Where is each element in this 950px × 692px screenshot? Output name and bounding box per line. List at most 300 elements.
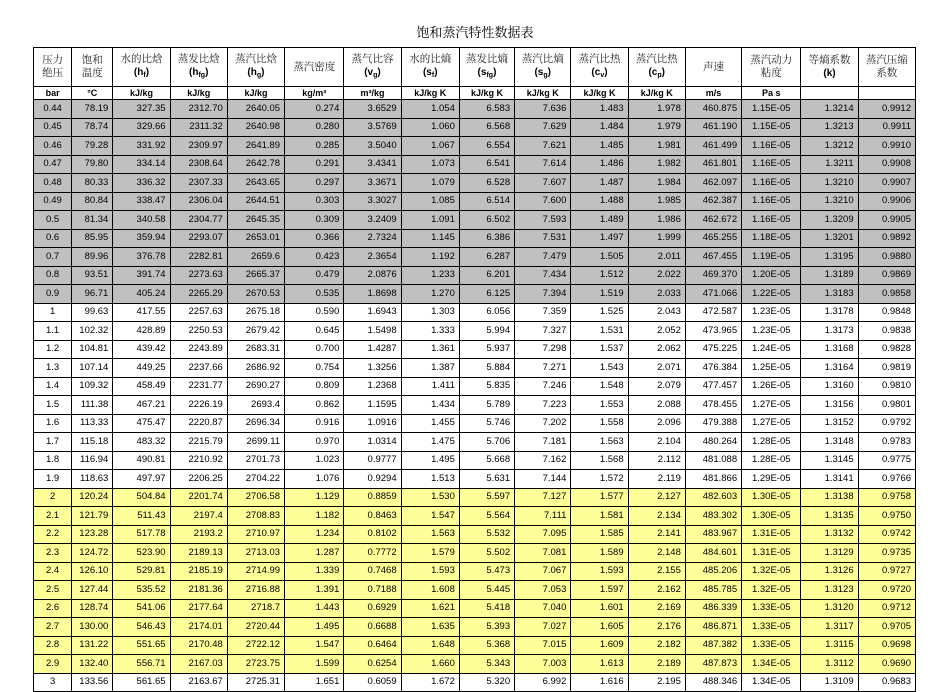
table-cell: 1.4 bbox=[34, 377, 72, 396]
table-cell: 329.66 bbox=[113, 118, 170, 137]
table-cell: 484.601 bbox=[685, 544, 741, 563]
table-cell: 0.916 bbox=[285, 414, 344, 433]
table-cell: 2210.92 bbox=[170, 451, 227, 470]
column-header-label: 蒸发比焓 bbox=[177, 52, 220, 65]
table-cell: 2306.04 bbox=[170, 192, 227, 211]
table-cell: 5.835 bbox=[459, 377, 514, 396]
table-cell: 124.72 bbox=[72, 544, 113, 563]
column-header bbox=[401, 48, 459, 87]
table-cell: 1.27E-05 bbox=[742, 414, 801, 433]
table-cell: 1.3209 bbox=[801, 211, 858, 230]
table-cell: 2675.18 bbox=[227, 303, 284, 322]
table-cell: 1.1595 bbox=[344, 396, 401, 415]
table-cell: 111.38 bbox=[72, 396, 113, 415]
table-cell: 0.535 bbox=[285, 285, 344, 304]
table-cell: 1.495 bbox=[285, 618, 344, 637]
table-cell: 2.3 bbox=[34, 544, 72, 563]
table-cell: 1.234 bbox=[285, 525, 344, 544]
table-row bbox=[34, 285, 916, 304]
table-cell: 1.182 bbox=[285, 507, 344, 526]
table-cell: 1.333 bbox=[401, 322, 459, 341]
table-cell: 1.18E-05 bbox=[742, 229, 801, 248]
column-header bbox=[72, 48, 113, 87]
table-cell: 2163.67 bbox=[170, 673, 227, 692]
table-cell: 1.3256 bbox=[344, 359, 401, 378]
table-cell: 1.15E-05 bbox=[742, 100, 801, 119]
table-cell: 2.062 bbox=[628, 340, 685, 359]
table-cell: 2307.33 bbox=[170, 174, 227, 193]
table-cell: 327.35 bbox=[113, 100, 170, 119]
table-cell: 1.519 bbox=[571, 285, 628, 304]
column-unit: kg/m³ bbox=[285, 87, 344, 100]
table-cell: 80.33 bbox=[72, 174, 113, 193]
table-row bbox=[34, 303, 916, 322]
table-cell: 1.6 bbox=[34, 414, 72, 433]
column-unit: kJ/kg K bbox=[571, 87, 628, 100]
table-cell: 2.052 bbox=[628, 322, 685, 341]
table-cell: 7.067 bbox=[515, 562, 571, 581]
table-cell: 5.789 bbox=[459, 396, 514, 415]
table-cell: 485.785 bbox=[685, 581, 741, 600]
table-cell: 2206.25 bbox=[170, 470, 227, 489]
table-row bbox=[34, 155, 916, 174]
table-cell: 2720.44 bbox=[227, 618, 284, 637]
column-header bbox=[227, 48, 284, 87]
table-cell: 0.809 bbox=[285, 377, 344, 396]
table-cell: 133.56 bbox=[72, 673, 113, 692]
table-cell: 1.30E-05 bbox=[742, 507, 801, 526]
table-cell: 89.96 bbox=[72, 248, 113, 267]
column-symbol: $(c_v)$ bbox=[591, 66, 608, 79]
table-cell: 7.015 bbox=[515, 636, 571, 655]
table-cell: 2716.88 bbox=[227, 581, 284, 600]
table-cell: 6.201 bbox=[459, 266, 514, 285]
table-cell: 1.23E-05 bbox=[742, 322, 801, 341]
table-row bbox=[34, 396, 916, 415]
table-row bbox=[34, 118, 916, 137]
column-header bbox=[742, 48, 801, 87]
table-cell: 1.3152 bbox=[801, 414, 858, 433]
table-cell: 1.563 bbox=[571, 433, 628, 452]
column-header bbox=[685, 48, 741, 87]
table-cell: 0.9910 bbox=[858, 137, 915, 156]
table-cell: 2257.63 bbox=[170, 303, 227, 322]
table-cell: 1.2368 bbox=[344, 377, 401, 396]
table-row bbox=[34, 340, 916, 359]
table-cell: 2.7 bbox=[34, 618, 72, 637]
table-cell: 529.81 bbox=[113, 562, 170, 581]
column-header-label: 蒸气比容 bbox=[351, 52, 394, 65]
table-cell: 1.485 bbox=[571, 137, 628, 156]
table-cell: 1.0916 bbox=[344, 414, 401, 433]
table-cell: 0.309 bbox=[285, 211, 344, 230]
page-title: 饱和蒸汽特性数据表 bbox=[416, 26, 534, 41]
table-cell: 2243.89 bbox=[170, 340, 227, 359]
column-unit: kJ/kg K bbox=[515, 87, 571, 100]
table-row bbox=[34, 451, 916, 470]
table-cell: 7.202 bbox=[515, 414, 571, 433]
table-cell: 1.361 bbox=[401, 340, 459, 359]
table-cell: 1.387 bbox=[401, 359, 459, 378]
table-cell: 485.206 bbox=[685, 562, 741, 581]
table-cell: 340.58 bbox=[113, 211, 170, 230]
table-cell: 0.46 bbox=[34, 137, 72, 156]
table-cell: 338.47 bbox=[113, 192, 170, 211]
table-cell: 81.34 bbox=[72, 211, 113, 230]
table-cell: 1.32E-05 bbox=[742, 581, 801, 600]
table-cell: 121.79 bbox=[72, 507, 113, 526]
table-cell: 2293.07 bbox=[170, 229, 227, 248]
table-cell: 0.6464 bbox=[344, 636, 401, 655]
table-cell: 1.192 bbox=[401, 248, 459, 267]
table-cell: 556.71 bbox=[113, 655, 170, 674]
table-cell: 2.104 bbox=[628, 433, 685, 452]
table-cell: 127.44 bbox=[72, 581, 113, 600]
table-cell: 517.78 bbox=[113, 525, 170, 544]
table-cell: 132.40 bbox=[72, 655, 113, 674]
table-cell: 1.3214 bbox=[801, 100, 858, 119]
table-cell: 462.672 bbox=[685, 211, 741, 230]
table-cell: 7.181 bbox=[515, 433, 571, 452]
table-cell: 1.3189 bbox=[801, 266, 858, 285]
table-cell: 1.3117 bbox=[801, 618, 858, 637]
table-cell: 1.3211 bbox=[801, 155, 858, 174]
table-cell: 481.088 bbox=[685, 451, 741, 470]
table-cell: 79.80 bbox=[72, 155, 113, 174]
table-cell: 331.92 bbox=[113, 137, 170, 156]
table-cell: 1.455 bbox=[401, 414, 459, 433]
table-cell: 1.505 bbox=[571, 248, 628, 267]
table-cell: 0.47 bbox=[34, 155, 72, 174]
column-header-label: 系数 bbox=[876, 67, 898, 79]
table-cell: 2193.2 bbox=[170, 525, 227, 544]
column-symbol: $(s_f)$ bbox=[422, 66, 438, 79]
table-row bbox=[34, 507, 916, 526]
column-header-label: 水的比焓 bbox=[120, 52, 163, 65]
table-cell: 6.386 bbox=[459, 229, 514, 248]
table-cell: 1.985 bbox=[628, 192, 685, 211]
column-header-label: 水的比熵 bbox=[409, 52, 452, 65]
table-row bbox=[34, 562, 916, 581]
table-cell: 7.600 bbox=[515, 192, 571, 211]
table-cell: 479.388 bbox=[685, 414, 741, 433]
table-cell: 1.572 bbox=[571, 470, 628, 489]
table-cell: 1.287 bbox=[285, 544, 344, 563]
table-cell: 0.274 bbox=[285, 100, 344, 119]
column-header-label: 声速 bbox=[702, 60, 724, 73]
table-cell: 2304.77 bbox=[170, 211, 227, 230]
table-cell: 0.9858 bbox=[858, 285, 915, 304]
table-cell: 2231.77 bbox=[170, 377, 227, 396]
table-cell: 417.55 bbox=[113, 303, 170, 322]
table-row bbox=[34, 137, 916, 156]
table-cell: 1.16E-05 bbox=[742, 155, 801, 174]
table-row bbox=[34, 544, 916, 563]
table-cell: 2.7324 bbox=[344, 229, 401, 248]
table-cell: 7.081 bbox=[515, 544, 571, 563]
table-cell: 1.16E-05 bbox=[742, 211, 801, 230]
table-cell: 1.475 bbox=[401, 433, 459, 452]
column-unit: bar bbox=[34, 87, 72, 100]
column-header-label: 蒸汽动力 bbox=[750, 54, 793, 66]
table-cell: 6.541 bbox=[459, 155, 514, 174]
table-cell: 0.9683 bbox=[858, 673, 915, 692]
table-cell: 0.9912 bbox=[858, 100, 915, 119]
table-cell: 2.148 bbox=[628, 544, 685, 563]
table-row bbox=[34, 266, 916, 285]
column-unit: kJ/kg bbox=[170, 87, 227, 100]
table-cell: 1.3138 bbox=[801, 488, 858, 507]
table-cell: 2220.87 bbox=[170, 414, 227, 433]
table-cell: 376.78 bbox=[113, 248, 170, 267]
table-cell: 79.28 bbox=[72, 137, 113, 156]
table-cell: 3.3027 bbox=[344, 192, 401, 211]
table-cell: 1.29E-05 bbox=[742, 470, 801, 489]
table-cell: 5.368 bbox=[459, 636, 514, 655]
table-cell: 334.14 bbox=[113, 155, 170, 174]
table-cell: 7.111 bbox=[515, 507, 571, 526]
column-unit: kJ/kg bbox=[113, 87, 170, 100]
table-cell: 1.129 bbox=[285, 488, 344, 507]
table-cell: 1.28E-05 bbox=[742, 451, 801, 470]
table-row bbox=[34, 229, 916, 248]
table-cell: 93.51 bbox=[72, 266, 113, 285]
table-cell: 1.982 bbox=[628, 155, 685, 174]
table-cell: 2.088 bbox=[628, 396, 685, 415]
table-cell: 2250.53 bbox=[170, 322, 227, 341]
table-row bbox=[34, 174, 916, 193]
table-cell: 7.003 bbox=[515, 655, 571, 674]
table-cell: 405.24 bbox=[113, 285, 170, 304]
table-cell: 2.134 bbox=[628, 507, 685, 526]
table-cell: 483.32 bbox=[113, 433, 170, 452]
table-cell: 1.547 bbox=[285, 636, 344, 655]
table-cell: 1.495 bbox=[401, 451, 459, 470]
table-cell: 2670.53 bbox=[227, 285, 284, 304]
table-cell: 6.287 bbox=[459, 248, 514, 267]
table-cell: 126.10 bbox=[72, 562, 113, 581]
table-cell: 0.7188 bbox=[344, 581, 401, 600]
table-cell: 2.4 bbox=[34, 562, 72, 581]
table-cell: 2713.03 bbox=[227, 544, 284, 563]
table-cell: 0.479 bbox=[285, 266, 344, 285]
table-row bbox=[34, 525, 916, 544]
table-cell: 1.31E-05 bbox=[742, 525, 801, 544]
table-row bbox=[34, 655, 916, 674]
table-row bbox=[34, 359, 916, 378]
table-cell: 1.091 bbox=[401, 211, 459, 230]
table-cell: 0.6929 bbox=[344, 599, 401, 618]
column-symbol-subscript: f bbox=[431, 71, 435, 79]
table-cell: 7.434 bbox=[515, 266, 571, 285]
column-unit: kJ/kg K bbox=[401, 87, 459, 100]
table-cell: 1.0314 bbox=[344, 433, 401, 452]
column-unit: m³/kg bbox=[344, 87, 401, 100]
column-header-label: 蒸汽比热 bbox=[578, 52, 621, 65]
table-cell: 1.3135 bbox=[801, 507, 858, 526]
table-cell: 0.9869 bbox=[858, 266, 915, 285]
table-cell: 80.84 bbox=[72, 192, 113, 211]
table-cell: 0.9828 bbox=[858, 340, 915, 359]
table-cell: 2723.75 bbox=[227, 655, 284, 674]
table-cell: 2708.83 bbox=[227, 507, 284, 526]
table-row bbox=[34, 248, 916, 267]
table-cell: 1.8 bbox=[34, 451, 72, 470]
table-cell: 428.89 bbox=[113, 322, 170, 341]
table-cell: 0.9750 bbox=[858, 507, 915, 526]
table-cell: 1.391 bbox=[285, 581, 344, 600]
table-cell: 2273.63 bbox=[170, 266, 227, 285]
table-cell: 5.502 bbox=[459, 544, 514, 563]
table-cell: 551.65 bbox=[113, 636, 170, 655]
column-symbol-subscript: fg bbox=[486, 71, 494, 79]
table-row bbox=[34, 377, 916, 396]
table-cell: 1.3156 bbox=[801, 396, 858, 415]
table-cell: 2311.32 bbox=[170, 118, 227, 137]
column-symbol: (k) bbox=[823, 68, 836, 79]
table-cell: 2.1 bbox=[34, 507, 72, 526]
table-cell: 1.411 bbox=[401, 377, 459, 396]
table-cell: 1.486 bbox=[571, 155, 628, 174]
table-row bbox=[34, 488, 916, 507]
table-cell: 1.2 bbox=[34, 340, 72, 359]
table-cell: 0.9880 bbox=[858, 248, 915, 267]
table-cell: 1.599 bbox=[285, 655, 344, 674]
table-cell: 1.3195 bbox=[801, 248, 858, 267]
table-cell: 1.648 bbox=[401, 636, 459, 655]
table-cell: 0.285 bbox=[285, 137, 344, 156]
table-cell: 2.155 bbox=[628, 562, 685, 581]
table-cell: 0.48 bbox=[34, 174, 72, 193]
table-cell: 99.63 bbox=[72, 303, 113, 322]
table-cell: 1.672 bbox=[401, 673, 459, 692]
table-cell: 2679.42 bbox=[227, 322, 284, 341]
column-symbol-subscript: g bbox=[373, 71, 378, 79]
table-cell: 1.3120 bbox=[801, 599, 858, 618]
table-cell: 2725.31 bbox=[227, 673, 284, 692]
table-cell: 1.073 bbox=[401, 155, 459, 174]
table-cell: 0.9698 bbox=[858, 636, 915, 655]
column-header-label: 蒸汽压缩 bbox=[865, 54, 908, 66]
table-cell: 5.445 bbox=[459, 581, 514, 600]
table-cell: 109.32 bbox=[72, 377, 113, 396]
table-cell: 469.370 bbox=[685, 266, 741, 285]
table-cell: 1.3109 bbox=[801, 673, 858, 692]
table-cell: 2.182 bbox=[628, 636, 685, 655]
table-cell: 1.27E-05 bbox=[742, 396, 801, 415]
table-cell: 1.984 bbox=[628, 174, 685, 193]
table-cell: 2.096 bbox=[628, 414, 685, 433]
table-cell: 0.9838 bbox=[858, 322, 915, 341]
table-cell: 2167.03 bbox=[170, 655, 227, 674]
table-cell: 2226.19 bbox=[170, 396, 227, 415]
column-header-label: 压力 bbox=[42, 54, 64, 66]
column-header-label: 粘度 bbox=[760, 67, 782, 79]
table-cell: 462.387 bbox=[685, 192, 741, 211]
column-unit: m/s bbox=[685, 87, 741, 100]
table-cell: 0.9777 bbox=[344, 451, 401, 470]
table-cell: 3.6529 bbox=[344, 100, 401, 119]
table-cell: 0.8859 bbox=[344, 488, 401, 507]
table-cell: 1.060 bbox=[401, 118, 459, 137]
table-cell: 120.24 bbox=[72, 488, 113, 507]
table-cell: 2181.36 bbox=[170, 581, 227, 600]
table-cell: 1.563 bbox=[401, 525, 459, 544]
table-cell: 5.746 bbox=[459, 414, 514, 433]
table-cell: 461.801 bbox=[685, 155, 741, 174]
table-cell: 118.63 bbox=[72, 470, 113, 489]
column-symbol: $(h_{fg})$ bbox=[189, 66, 209, 79]
table-cell: 0.9705 bbox=[858, 618, 915, 637]
table-cell: 481.866 bbox=[685, 470, 741, 489]
table-cell: 1.986 bbox=[628, 211, 685, 230]
table-cell: 1.3148 bbox=[801, 433, 858, 452]
table-cell: 2170.48 bbox=[170, 636, 227, 655]
table-cell: 2653.01 bbox=[227, 229, 284, 248]
header-row bbox=[34, 48, 916, 87]
table-cell: 1.3213 bbox=[801, 118, 858, 137]
table-cell: 488.346 bbox=[685, 673, 741, 692]
table-cell: 2.162 bbox=[628, 581, 685, 600]
table-cell: 2.0876 bbox=[344, 266, 401, 285]
table-cell: 5.320 bbox=[459, 673, 514, 692]
table-cell: 0.9906 bbox=[858, 192, 915, 211]
column-header-label: 蒸汽比热 bbox=[635, 52, 678, 65]
table-cell: 2701.73 bbox=[227, 451, 284, 470]
table-row bbox=[34, 192, 916, 211]
table-cell: 2699.11 bbox=[227, 433, 284, 452]
table-cell: 2722.12 bbox=[227, 636, 284, 655]
table-cell: 0.9712 bbox=[858, 599, 915, 618]
table-cell: 1.601 bbox=[571, 599, 628, 618]
table-cell: 2706.58 bbox=[227, 488, 284, 507]
table-cell: 461.499 bbox=[685, 137, 741, 156]
table-cell: 1.483 bbox=[571, 100, 628, 119]
table-cell: 0.7 bbox=[34, 248, 72, 267]
table-cell: 1.3201 bbox=[801, 229, 858, 248]
table-cell: 561.65 bbox=[113, 673, 170, 692]
table-cell: 7.095 bbox=[515, 525, 571, 544]
table-cell: 1.593 bbox=[571, 562, 628, 581]
table-row bbox=[34, 211, 916, 230]
table-cell: 1.3160 bbox=[801, 377, 858, 396]
table-cell: 0.9848 bbox=[858, 303, 915, 322]
table-row bbox=[34, 673, 916, 692]
table-cell: 1.3112 bbox=[801, 655, 858, 674]
table-cell: 478.455 bbox=[685, 396, 741, 415]
table-cell: 107.14 bbox=[72, 359, 113, 378]
table-cell: 6.992 bbox=[515, 673, 571, 692]
table-cell: 6.528 bbox=[459, 174, 514, 193]
table-cell: 5.393 bbox=[459, 618, 514, 637]
column-header bbox=[344, 48, 401, 87]
table-cell: 1.16E-05 bbox=[742, 174, 801, 193]
table-cell: 2.071 bbox=[628, 359, 685, 378]
table-cell: 2.022 bbox=[628, 266, 685, 285]
table-cell: 0.9758 bbox=[858, 488, 915, 507]
table-cell: 1.5 bbox=[34, 396, 72, 415]
table-cell: 2704.22 bbox=[227, 470, 284, 489]
table-cell: 1.32E-05 bbox=[742, 562, 801, 581]
table-cell: 7.614 bbox=[515, 155, 571, 174]
table-cell: 497.97 bbox=[113, 470, 170, 489]
table-cell: 1.609 bbox=[571, 636, 628, 655]
table-cell: 465.255 bbox=[685, 229, 741, 248]
table-cell: 3.3671 bbox=[344, 174, 401, 193]
table-cell: 2693.4 bbox=[227, 396, 284, 415]
table-cell: 475.47 bbox=[113, 414, 170, 433]
table-cell: 1.981 bbox=[628, 137, 685, 156]
